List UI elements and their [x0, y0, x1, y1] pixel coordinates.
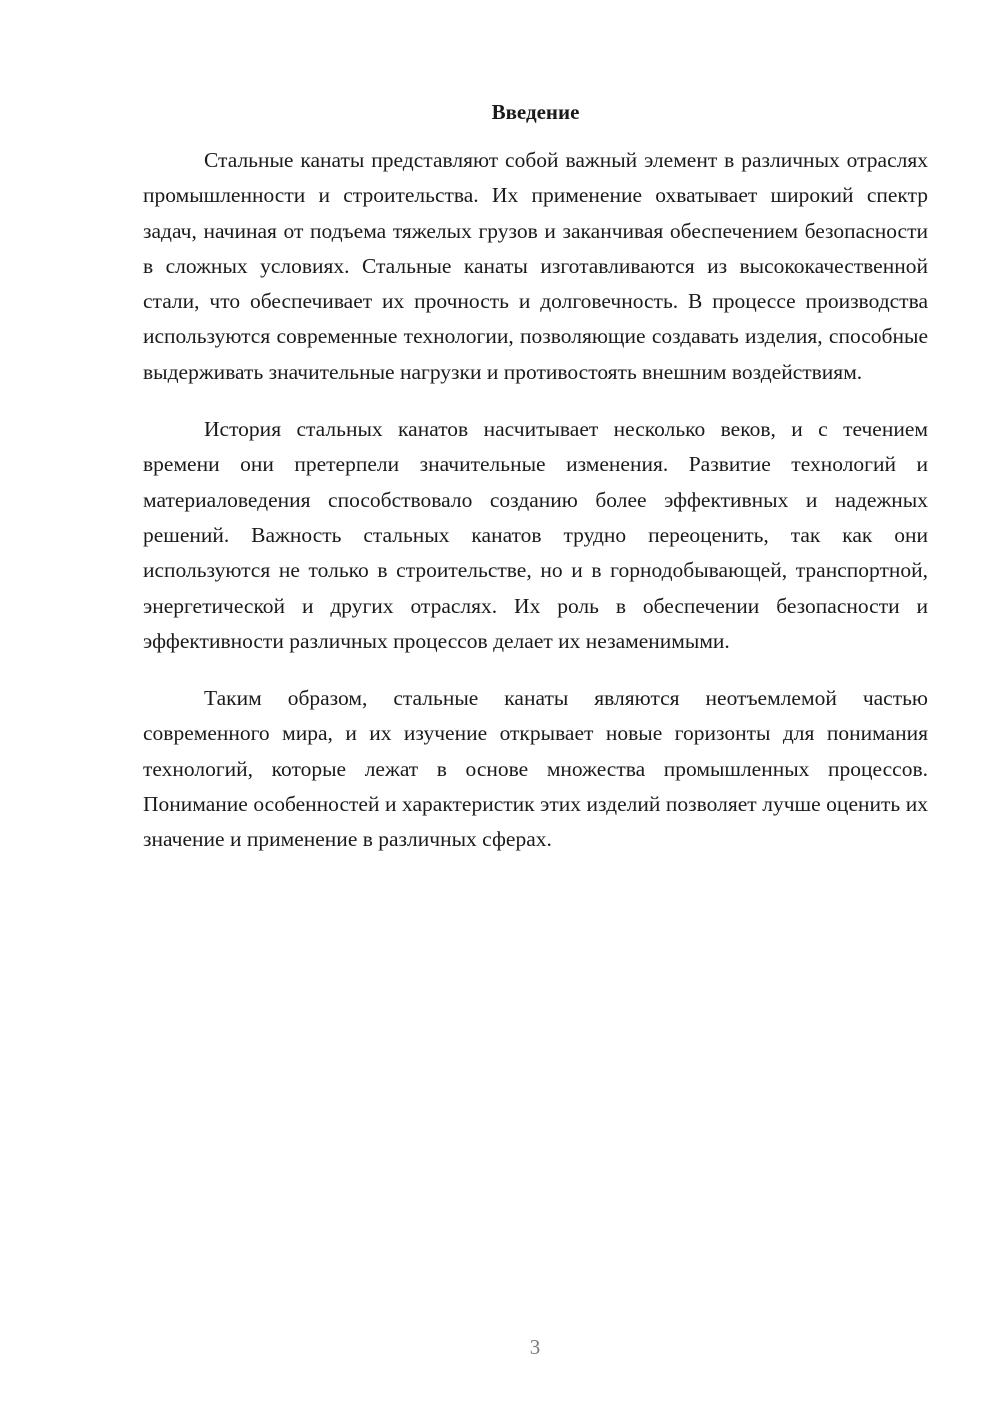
paragraph-1: Стальные канаты представляют собой важный элемент в различных отраслях промышленности и строительства. Их применение охватывает широкий спектр задач, начиная от подъема тяжелых грузов и заканчивая обеспечением безопасности в сложных условиях. Стальные канаты изготавливаются из высококачественной стали, что обеспечивает их прочность и долговечность. В процессе производства используются современные технологии, позволяющие создавать изделия, способные выдерживать значительные нагрузки и противостоять внешним воздействиям. [143, 148, 928, 384]
page-number: 3 [529, 1335, 541, 1359]
paragraph-3: Таким образом, стальные канаты являются неотъемлемой частью современного мира, и их изучение открывает новые горизонты для понимания технологий, которые лежат в основе множества промышленных процессов. Понимание особенностей и характеристик этих изделий позволяет лучше оценить их значение и применение в различных сферах. [143, 686, 928, 852]
paragraph-2: История стальных канатов насчитывает несколько веков, и с течением времени они претерпели значительные изменения. Развитие технологий и материаловедения способствовало созданию более эффективных и надежных решений. Важность стальных канатов трудно переоценить, так как они используются не только в строительстве, но и в горнодобывающей, транспортной, энергетической и других отраслях. Их роль в обеспечении безопасности и эффективности различных процессов делает их незаменимыми. [143, 417, 928, 653]
body-text [143, 143, 928, 880]
section-heading: Введение [491, 100, 580, 124]
